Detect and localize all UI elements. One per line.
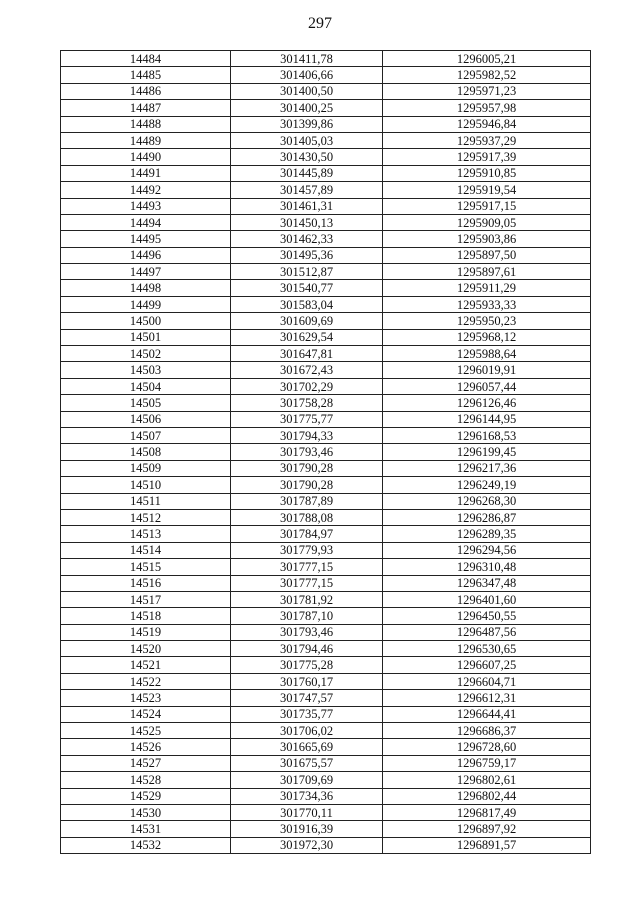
- y-coordinate-cell: 1295903,86: [383, 231, 591, 247]
- table-row: [61, 788, 591, 804]
- point-number-cell: 14504: [61, 378, 231, 394]
- table-row: [61, 362, 591, 378]
- table-row: [61, 329, 591, 345]
- y-coordinate-cell: 1296217,36: [383, 460, 591, 476]
- y-coordinate-cell: 1296728,60: [383, 739, 591, 755]
- table-row: [61, 165, 591, 181]
- y-coordinate-cell: 1296897,92: [383, 821, 591, 837]
- point-number-cell: 14490: [61, 149, 231, 165]
- x-coordinate-cell: 301760,17: [231, 673, 383, 689]
- x-coordinate-cell: 301400,50: [231, 83, 383, 99]
- table-row: [61, 83, 591, 99]
- point-number-cell: 14507: [61, 427, 231, 443]
- x-coordinate-cell: 301734,36: [231, 788, 383, 804]
- y-coordinate-cell: 1295917,15: [383, 198, 591, 214]
- point-number-cell: 14529: [61, 788, 231, 804]
- x-coordinate-cell: 301794,33: [231, 427, 383, 443]
- x-coordinate-cell: 301775,28: [231, 657, 383, 673]
- table-row: [61, 51, 591, 67]
- table-row: [61, 427, 591, 443]
- y-coordinate-cell: 1296019,91: [383, 362, 591, 378]
- x-coordinate-cell: 301665,69: [231, 739, 383, 755]
- x-coordinate-cell: 301672,43: [231, 362, 383, 378]
- coordinates-table: [60, 50, 591, 854]
- point-number-cell: 14525: [61, 723, 231, 739]
- point-number-cell: 14511: [61, 493, 231, 509]
- y-coordinate-cell: 1296612,31: [383, 690, 591, 706]
- table-row: [61, 100, 591, 116]
- point-number-cell: 14496: [61, 247, 231, 263]
- table-row: [61, 116, 591, 132]
- x-coordinate-cell: 301794,46: [231, 641, 383, 657]
- table-row: [61, 657, 591, 673]
- point-number-cell: 14503: [61, 362, 231, 378]
- point-number-cell: 14531: [61, 821, 231, 837]
- x-coordinate-cell: 301647,81: [231, 346, 383, 362]
- point-number-cell: 14530: [61, 804, 231, 820]
- y-coordinate-cell: 1296530,65: [383, 641, 591, 657]
- x-coordinate-cell: 301512,87: [231, 264, 383, 280]
- point-number-cell: 14527: [61, 755, 231, 771]
- x-coordinate-cell: 301495,36: [231, 247, 383, 263]
- point-number-cell: 14498: [61, 280, 231, 296]
- x-coordinate-cell: 301457,89: [231, 182, 383, 198]
- point-number-cell: 14532: [61, 837, 231, 853]
- point-number-cell: 14522: [61, 673, 231, 689]
- x-coordinate-cell: 301445,89: [231, 165, 383, 181]
- point-number-cell: 14489: [61, 132, 231, 148]
- point-number-cell: 14514: [61, 542, 231, 558]
- table-row: [61, 313, 591, 329]
- table-row: [61, 198, 591, 214]
- y-coordinate-cell: 1296249,19: [383, 477, 591, 493]
- y-coordinate-cell: 1296487,56: [383, 624, 591, 640]
- table-row: [61, 444, 591, 460]
- table-row: [61, 837, 591, 853]
- table-row: [61, 378, 591, 394]
- y-coordinate-cell: 1295917,39: [383, 149, 591, 165]
- y-coordinate-cell: 1296604,71: [383, 673, 591, 689]
- point-number-cell: 14484: [61, 51, 231, 67]
- point-number-cell: 14491: [61, 165, 231, 181]
- y-coordinate-cell: 1295946,84: [383, 116, 591, 132]
- x-coordinate-cell: 301793,46: [231, 624, 383, 640]
- y-coordinate-cell: 1296310,48: [383, 559, 591, 575]
- x-coordinate-cell: 301787,89: [231, 493, 383, 509]
- point-number-cell: 14516: [61, 575, 231, 591]
- y-coordinate-cell: 1295988,64: [383, 346, 591, 362]
- x-coordinate-cell: 301788,08: [231, 509, 383, 525]
- table-row: [61, 411, 591, 427]
- x-coordinate-cell: 301629,54: [231, 329, 383, 345]
- point-number-cell: 14520: [61, 641, 231, 657]
- table-row: [61, 608, 591, 624]
- x-coordinate-cell: 301405,03: [231, 132, 383, 148]
- x-coordinate-cell: 301709,69: [231, 772, 383, 788]
- table-row: [61, 624, 591, 640]
- x-coordinate-cell: 301784,97: [231, 526, 383, 542]
- table-row: [61, 772, 591, 788]
- y-coordinate-cell: 1295911,29: [383, 280, 591, 296]
- x-coordinate-cell: 301411,78: [231, 51, 383, 67]
- y-coordinate-cell: 1295933,33: [383, 296, 591, 312]
- table-row: [61, 149, 591, 165]
- point-number-cell: 14485: [61, 67, 231, 83]
- table-row: [61, 460, 591, 476]
- point-number-cell: 14521: [61, 657, 231, 673]
- y-coordinate-cell: 1295971,23: [383, 83, 591, 99]
- y-coordinate-cell: 1296401,60: [383, 591, 591, 607]
- point-number-cell: 14501: [61, 329, 231, 345]
- y-coordinate-cell: 1296268,30: [383, 493, 591, 509]
- y-coordinate-cell: 1296644,41: [383, 706, 591, 722]
- y-coordinate-cell: 1296802,44: [383, 788, 591, 804]
- x-coordinate-cell: 301462,33: [231, 231, 383, 247]
- table-row: [61, 706, 591, 722]
- table-row: [61, 67, 591, 83]
- point-number-cell: 14524: [61, 706, 231, 722]
- y-coordinate-cell: 1296817,49: [383, 804, 591, 820]
- point-number-cell: 14517: [61, 591, 231, 607]
- page-number: 297: [308, 15, 332, 32]
- y-coordinate-cell: 1296144,95: [383, 411, 591, 427]
- y-coordinate-cell: 1296686,37: [383, 723, 591, 739]
- x-coordinate-cell: 301775,77: [231, 411, 383, 427]
- table-row: [61, 493, 591, 509]
- point-number-cell: 14519: [61, 624, 231, 640]
- y-coordinate-cell: 1296347,48: [383, 575, 591, 591]
- y-coordinate-cell: 1296450,55: [383, 608, 591, 624]
- point-number-cell: 14510: [61, 477, 231, 493]
- table-row: [61, 559, 591, 575]
- table-row: [61, 641, 591, 657]
- y-coordinate-cell: 1295909,05: [383, 214, 591, 230]
- table-row: [61, 214, 591, 230]
- y-coordinate-cell: 1295937,29: [383, 132, 591, 148]
- point-number-cell: 14508: [61, 444, 231, 460]
- table-row: [61, 575, 591, 591]
- y-coordinate-cell: 1295897,61: [383, 264, 591, 280]
- x-coordinate-cell: 301540,77: [231, 280, 383, 296]
- y-coordinate-cell: 1296168,53: [383, 427, 591, 443]
- y-coordinate-cell: 1296802,61: [383, 772, 591, 788]
- point-number-cell: 14513: [61, 526, 231, 542]
- x-coordinate-cell: 301747,57: [231, 690, 383, 706]
- table-row: [61, 690, 591, 706]
- table-row: [61, 132, 591, 148]
- point-number-cell: 14492: [61, 182, 231, 198]
- y-coordinate-cell: 1295957,98: [383, 100, 591, 116]
- table-row: [61, 264, 591, 280]
- x-coordinate-cell: 301787,10: [231, 608, 383, 624]
- y-coordinate-cell: 1296126,46: [383, 395, 591, 411]
- x-coordinate-cell: 301777,15: [231, 559, 383, 575]
- table-row: [61, 526, 591, 542]
- table-row: [61, 280, 591, 296]
- table-row: [61, 739, 591, 755]
- y-coordinate-cell: 1296294,56: [383, 542, 591, 558]
- table-body: [61, 51, 591, 854]
- table-row: [61, 723, 591, 739]
- table-row: [61, 804, 591, 820]
- table-row: [61, 755, 591, 771]
- table-row: [61, 231, 591, 247]
- point-number-cell: 14518: [61, 608, 231, 624]
- y-coordinate-cell: 1295968,12: [383, 329, 591, 345]
- x-coordinate-cell: 301706,02: [231, 723, 383, 739]
- x-coordinate-cell: 301735,77: [231, 706, 383, 722]
- y-coordinate-cell: 1295897,50: [383, 247, 591, 263]
- x-coordinate-cell: 301770,11: [231, 804, 383, 820]
- point-number-cell: 14487: [61, 100, 231, 116]
- point-number-cell: 14512: [61, 509, 231, 525]
- x-coordinate-cell: 301609,69: [231, 313, 383, 329]
- table-row: [61, 509, 591, 525]
- y-coordinate-cell: 1296289,35: [383, 526, 591, 542]
- x-coordinate-cell: 301461,31: [231, 198, 383, 214]
- point-number-cell: 14505: [61, 395, 231, 411]
- x-coordinate-cell: 301675,57: [231, 755, 383, 771]
- table-row: [61, 182, 591, 198]
- y-coordinate-cell: 1296607,25: [383, 657, 591, 673]
- point-number-cell: 14500: [61, 313, 231, 329]
- table-row: [61, 477, 591, 493]
- point-number-cell: 14506: [61, 411, 231, 427]
- point-number-cell: 14502: [61, 346, 231, 362]
- y-coordinate-cell: 1296005,21: [383, 51, 591, 67]
- point-number-cell: 14495: [61, 231, 231, 247]
- point-number-cell: 14523: [61, 690, 231, 706]
- x-coordinate-cell: 301702,29: [231, 378, 383, 394]
- y-coordinate-cell: 1296891,57: [383, 837, 591, 853]
- x-coordinate-cell: 301779,93: [231, 542, 383, 558]
- y-coordinate-cell: 1296286,87: [383, 509, 591, 525]
- x-coordinate-cell: 301781,92: [231, 591, 383, 607]
- table-row: [61, 821, 591, 837]
- x-coordinate-cell: 301450,13: [231, 214, 383, 230]
- x-coordinate-cell: 301406,66: [231, 67, 383, 83]
- x-coordinate-cell: 301583,04: [231, 296, 383, 312]
- point-number-cell: 14493: [61, 198, 231, 214]
- point-number-cell: 14499: [61, 296, 231, 312]
- table-row: [61, 591, 591, 607]
- x-coordinate-cell: 301972,30: [231, 837, 383, 853]
- y-coordinate-cell: 1295950,23: [383, 313, 591, 329]
- y-coordinate-cell: 1296199,45: [383, 444, 591, 460]
- table-row: [61, 247, 591, 263]
- x-coordinate-cell: 301758,28: [231, 395, 383, 411]
- x-coordinate-cell: 301430,50: [231, 149, 383, 165]
- point-number-cell: 14494: [61, 214, 231, 230]
- y-coordinate-cell: 1296057,44: [383, 378, 591, 394]
- point-number-cell: 14509: [61, 460, 231, 476]
- table-row: [61, 296, 591, 312]
- x-coordinate-cell: 301400,25: [231, 100, 383, 116]
- y-coordinate-cell: 1295910,85: [383, 165, 591, 181]
- x-coordinate-cell: 301916,39: [231, 821, 383, 837]
- point-number-cell: 14486: [61, 83, 231, 99]
- x-coordinate-cell: 301790,28: [231, 460, 383, 476]
- point-number-cell: 14488: [61, 116, 231, 132]
- y-coordinate-cell: 1295982,52: [383, 67, 591, 83]
- point-number-cell: 14497: [61, 264, 231, 280]
- y-coordinate-cell: 1296759,17: [383, 755, 591, 771]
- table-row: [61, 346, 591, 362]
- point-number-cell: 14526: [61, 739, 231, 755]
- x-coordinate-cell: 301793,46: [231, 444, 383, 460]
- x-coordinate-cell: 301777,15: [231, 575, 383, 591]
- point-number-cell: 14528: [61, 772, 231, 788]
- x-coordinate-cell: 301399,86: [231, 116, 383, 132]
- table-row: [61, 542, 591, 558]
- table-row: [61, 395, 591, 411]
- point-number-cell: 14515: [61, 559, 231, 575]
- y-coordinate-cell: 1295919,54: [383, 182, 591, 198]
- table-row: [61, 673, 591, 689]
- x-coordinate-cell: 301790,28: [231, 477, 383, 493]
